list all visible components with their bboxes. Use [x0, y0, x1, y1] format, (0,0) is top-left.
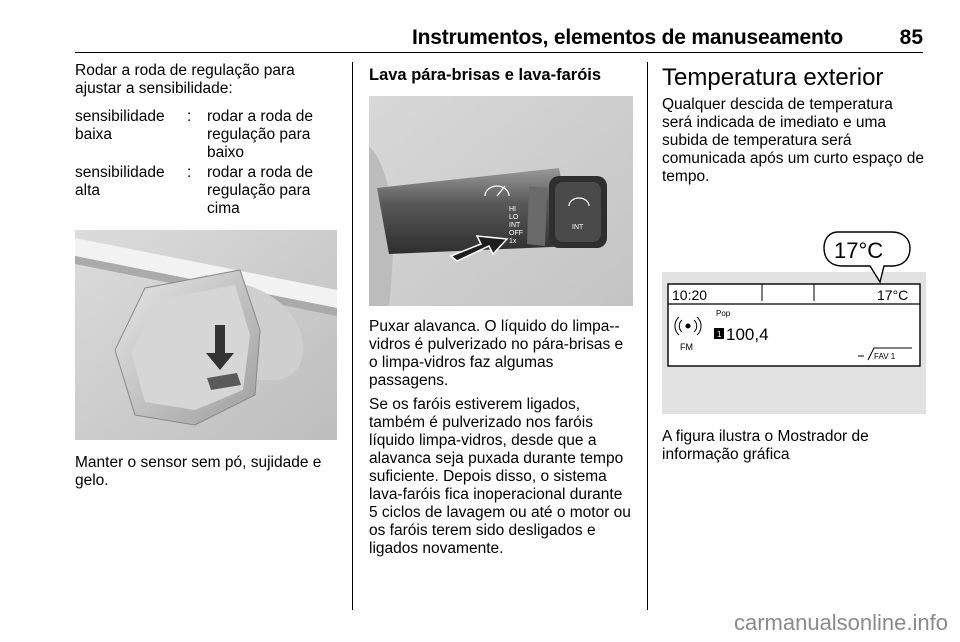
column-divider	[352, 62, 353, 610]
definition-term: sensibilidade baixa	[75, 108, 165, 143]
lever-label-1x: 1x	[509, 238, 517, 245]
sensor-illustration	[75, 230, 337, 440]
lever-label-int: INT	[509, 222, 521, 229]
washer-para-1: Puxar alavanca. O líquido do limpa--vidros é pulverizado no pára-brisas e o limpa-vidros faz algumas passagens.	[369, 318, 624, 389]
display-temperature: 17°C	[877, 287, 909, 303]
wiper-lever-figure	[369, 96, 633, 306]
washer-heading: Lava pára-brisas e lava-faróis	[369, 66, 602, 84]
lever-label-off: OFF	[509, 230, 523, 237]
page-header	[75, 26, 923, 53]
definition-term: sensibilidade alta	[75, 164, 165, 199]
lever-label-int-ring: INT	[572, 224, 584, 231]
sensor-caption: Manter o sensor sem pó, sujidade e gelo.	[75, 454, 322, 489]
display-caption: A figura ilustra o Mostrador de informação gráfica	[662, 428, 869, 463]
sensitivity-intro: Rodar a roda de regulação para ajustar a sensibilidade:	[75, 62, 295, 97]
lever-label-hi: HI	[509, 206, 516, 213]
wiper-lever-illustration	[369, 96, 633, 306]
temperature-heading: Temperatura exterior	[662, 64, 884, 91]
definition-desc: rodar a roda de regulação para cima	[207, 164, 313, 217]
display-preset: 1	[717, 330, 722, 339]
page-number: 85	[899, 26, 923, 49]
bubble-temperature: 17°C	[834, 238, 884, 263]
display-band: FM	[680, 342, 693, 352]
display-frequency: 100,4	[726, 325, 769, 344]
sensor-figure	[75, 230, 337, 440]
temperature-para: Qualquer descida de temperatura será indicada de imediato e uma subida de temperatura será comunicada após um curto espaço de tempo.	[662, 96, 924, 185]
column-3	[662, 62, 926, 464]
definition-row-high	[75, 164, 337, 218]
display-figure	[662, 204, 926, 414]
washer-para-2: Se os faróis estiverem ligados, também é pulverizado nos faróis líquido limpa-vidros, desde que a alavanca seja puxada durante tempo suficiente. Depois disso, o sistema lava-faróis fica inoperacional durante 5 ciclos de lavagem ou até o motor ou os faróis terem sido desligados e ligados novamente.	[369, 396, 631, 557]
definition-colon: :	[187, 164, 192, 181]
display-time: 10:20	[672, 287, 708, 303]
display-category: Pop	[716, 309, 731, 318]
info-display-illustration	[662, 204, 926, 414]
column-1	[75, 62, 337, 490]
definition-colon: :	[187, 108, 192, 125]
definition-desc: rodar a roda de regulação para baixo	[207, 108, 313, 161]
display-fav: FAV 1	[874, 352, 896, 361]
watermark: carmanualsonline.info	[733, 610, 948, 635]
column-2	[369, 62, 633, 558]
lever-label-lo: LO	[509, 214, 519, 221]
column-divider	[647, 62, 648, 610]
page-title: Instrumentos, elementos de manuseamento	[412, 26, 843, 49]
definition-row-low	[75, 108, 337, 162]
